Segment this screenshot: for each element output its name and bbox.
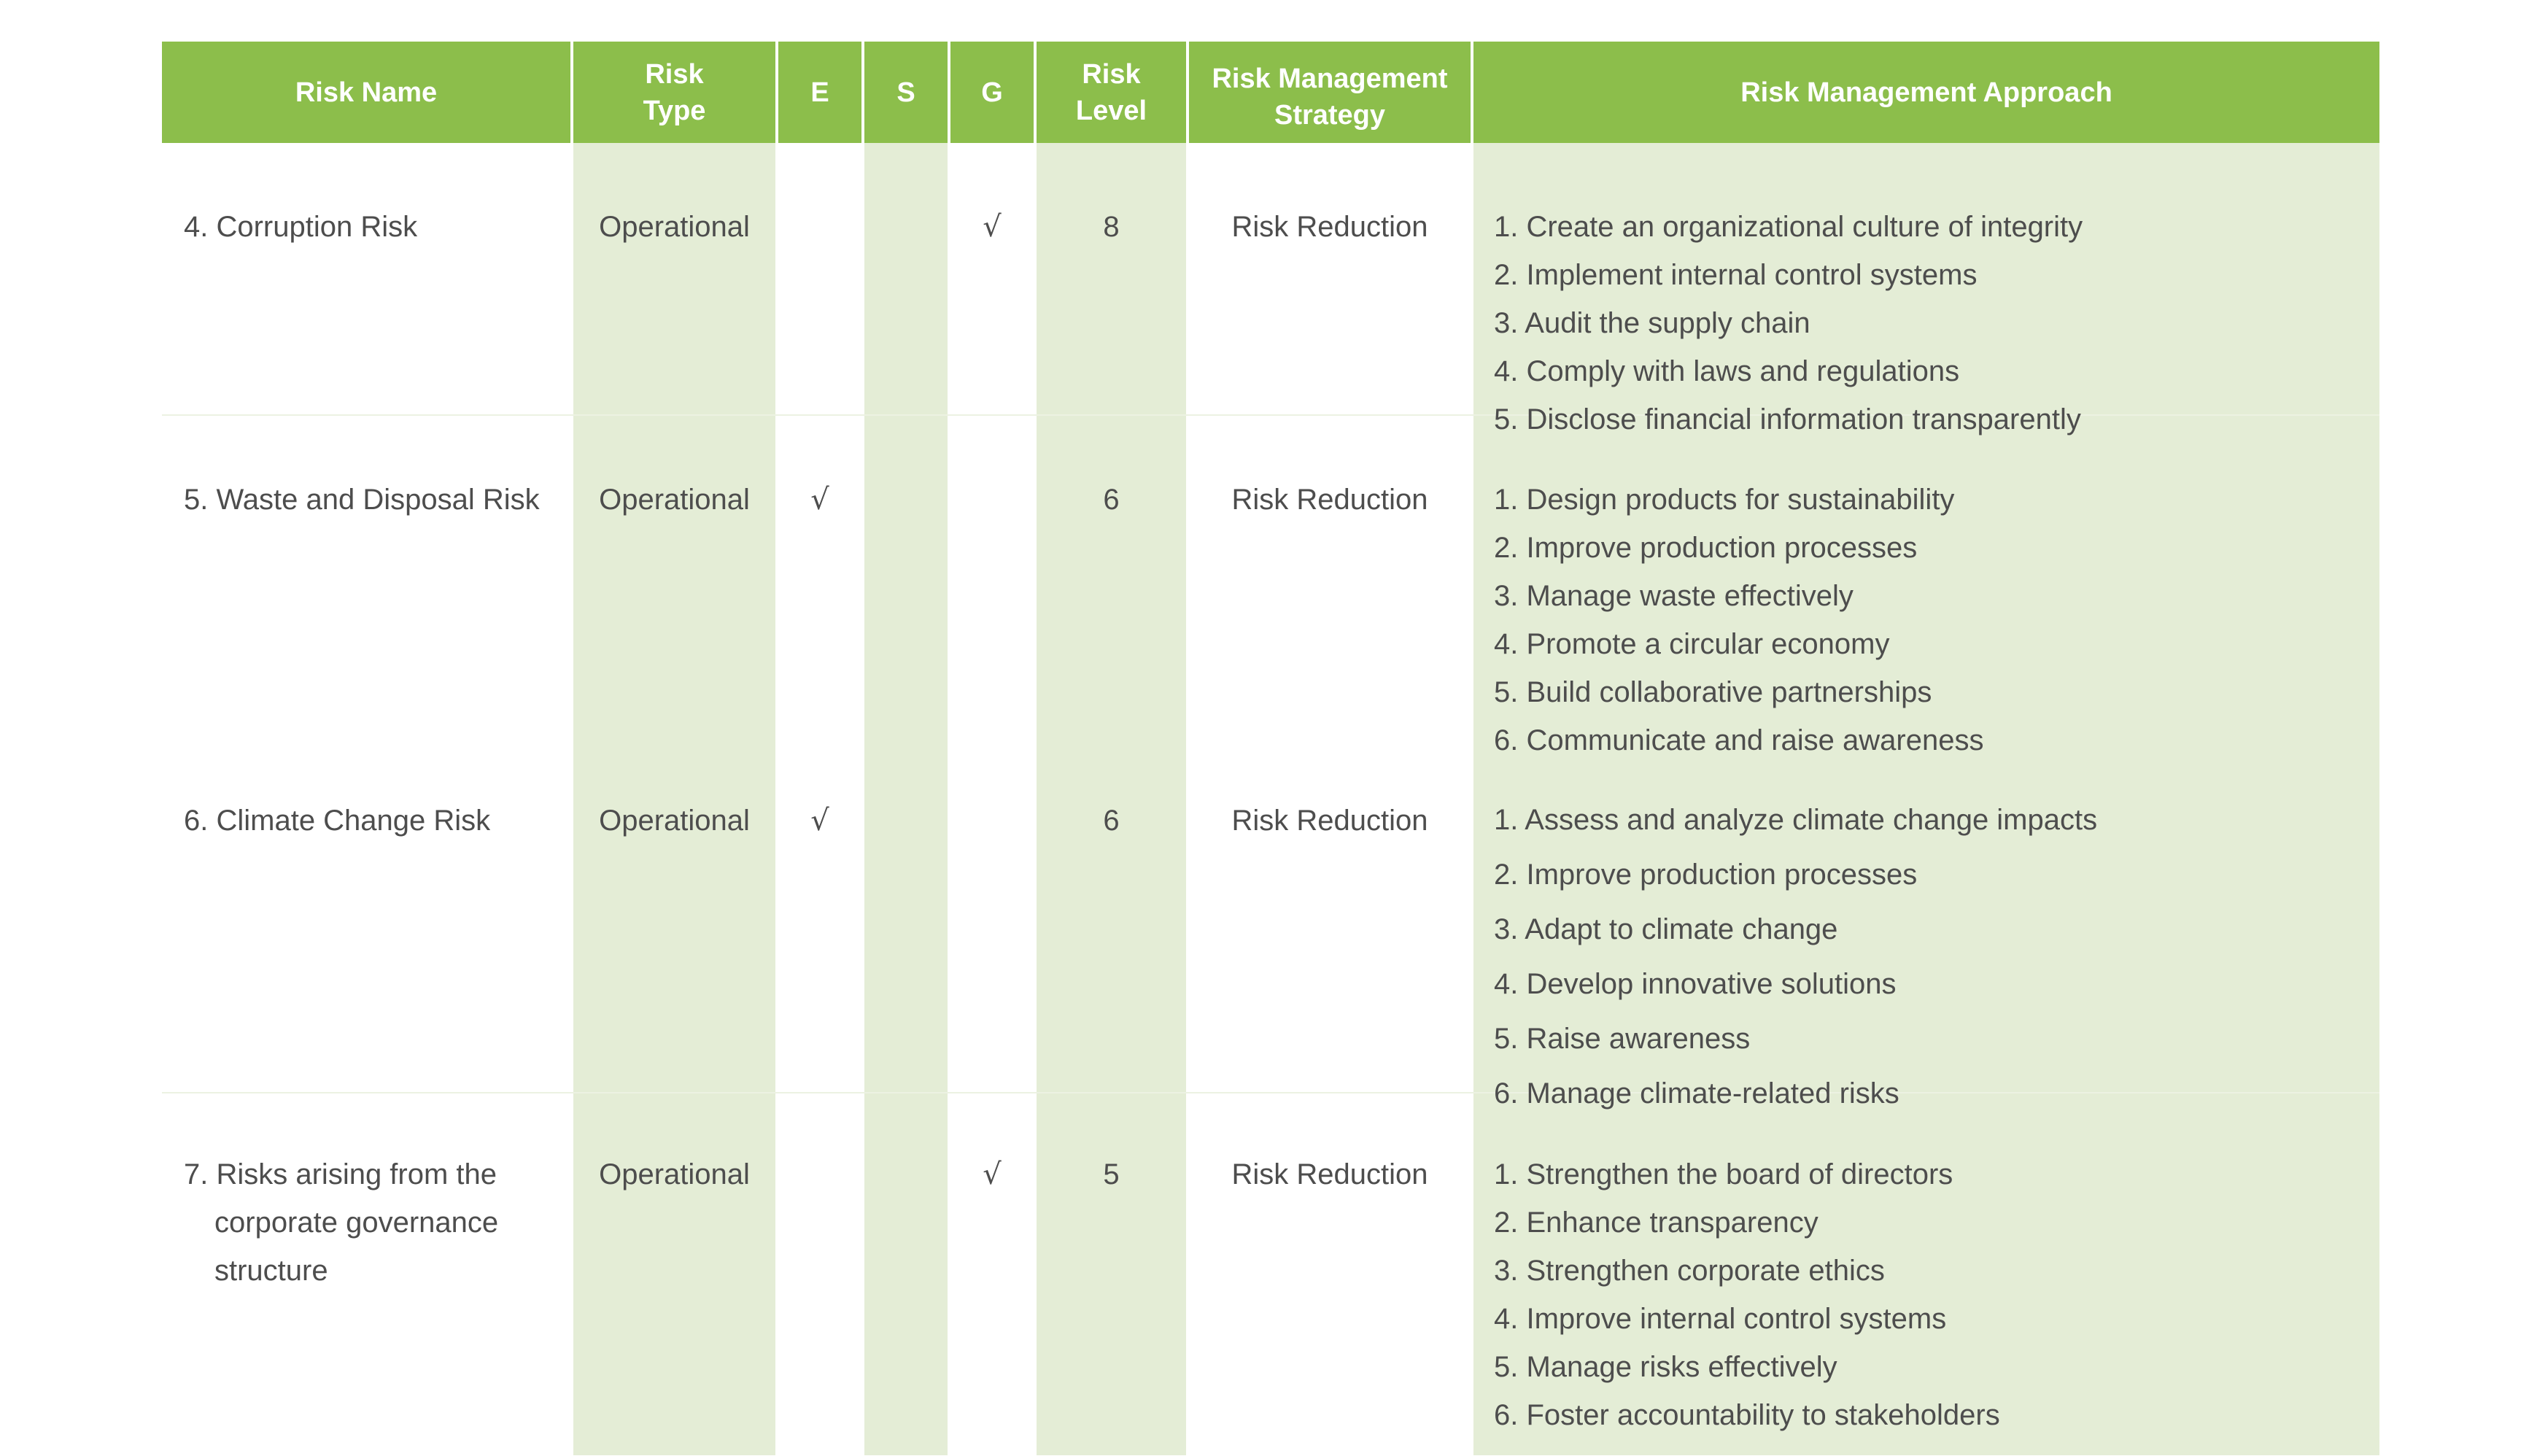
risk-name-line: 7. Risks arising from the [184, 1158, 497, 1190]
e-check-cell: √ [810, 483, 829, 516]
approach-item: 2. Implement internal control systems [1494, 259, 1978, 291]
approach-item: 4. Promote a circular economy [1494, 628, 1890, 660]
risk-level-cell: 5 [1103, 1158, 1120, 1190]
risk-name-cell: 6. Climate Change Risk [184, 805, 491, 837]
approach-item: 3. Manage waste effectively [1494, 580, 1854, 612]
header-risk-name: Risk Name [162, 42, 570, 143]
risk-type-cell: Operational [599, 805, 750, 837]
strategy-cell: Risk Reduction [1231, 805, 1428, 837]
header-e: E [778, 42, 861, 143]
approach-item: 6. Manage climate-related risks [1494, 1077, 1899, 1110]
risk-level-cell: 6 [1103, 805, 1120, 837]
header-divider [1186, 42, 1189, 143]
approach-cell [1473, 203, 2379, 444]
risk-type-cell: Operational [599, 211, 750, 243]
header-divider [861, 42, 864, 143]
risk-name-cell: 4. Corruption Risk [184, 211, 418, 243]
risk-name-line: structure [214, 1255, 328, 1287]
approach-item: 3. Audit the supply chain [1494, 307, 1810, 339]
approach-item: 3. Adapt to climate change [1494, 913, 1838, 945]
approach-item: 5. Disclose financial information transparently [1494, 403, 2081, 435]
approach-item: 6. Communicate and raise awareness [1494, 724, 1984, 756]
risk-name-cell: 5. Waste and Disposal Risk [184, 484, 540, 516]
header-divider [948, 42, 950, 143]
header-approach: Risk Management Approach [1473, 42, 2379, 143]
header-risk-level: Risk Level [1037, 42, 1186, 143]
risk-name-cell [162, 1150, 570, 1295]
approach-item: 1. Create an organizational culture of integrity [1494, 211, 2083, 243]
header-divider [570, 42, 573, 143]
approach-item: 1. Strengthen the board of directors [1494, 1158, 1953, 1190]
approach-cell [1473, 476, 2379, 764]
header-strategy: Risk Management Strategy [1189, 42, 1471, 143]
header-risk-type: Risk Type [573, 42, 775, 143]
column-band-s [864, 143, 948, 1455]
approach-item: 4. Develop innovative solutions [1494, 968, 1897, 1000]
risk-level-cell: 8 [1103, 211, 1120, 243]
approach-item: 2. Improve production processes [1494, 859, 1918, 891]
risk-name-line: corporate governance [214, 1207, 499, 1239]
table-header [162, 42, 2379, 143]
approach-item: 1. Design products for sustainability [1494, 484, 1955, 516]
header-s: S [864, 42, 948, 143]
risk-type-cell: Operational [599, 484, 750, 516]
header-g: G [950, 42, 1034, 143]
header-divider [1471, 42, 1473, 143]
approach-item: 6. Foster accountability to stakeholders [1494, 1399, 2000, 1431]
approach-item: 5. Raise awareness [1494, 1023, 1751, 1055]
approach-cell [1473, 793, 2379, 1121]
header-divider [775, 42, 778, 143]
approach-cell [1473, 1150, 2379, 1439]
e-check-cell: √ [810, 804, 829, 837]
approach-item: 4. Improve internal control systems [1494, 1303, 1947, 1335]
strategy-cell: Risk Reduction [1231, 1158, 1428, 1190]
approach-item: 3. Strengthen corporate ethics [1494, 1255, 1885, 1287]
risk-level-cell: 6 [1103, 484, 1120, 516]
header-divider [1034, 42, 1037, 143]
g-check-cell: √ [983, 1158, 1002, 1191]
strategy-cell: Risk Reduction [1231, 211, 1428, 243]
risk-type-cell: Operational [599, 1158, 750, 1190]
strategy-cell: Risk Reduction [1231, 484, 1428, 516]
approach-item: 5. Manage risks effectively [1494, 1351, 1837, 1383]
approach-item: 1. Assess and analyze climate change impacts [1494, 804, 2098, 836]
approach-item: 2. Improve production processes [1494, 532, 1918, 564]
approach-item: 4. Comply with laws and regulations [1494, 355, 1960, 387]
approach-item: 5. Build collaborative partnerships [1494, 676, 1932, 708]
table-body [162, 143, 2379, 1455]
approach-item: 2. Enhance transparency [1494, 1207, 1818, 1239]
g-check-cell: √ [983, 210, 1002, 244]
